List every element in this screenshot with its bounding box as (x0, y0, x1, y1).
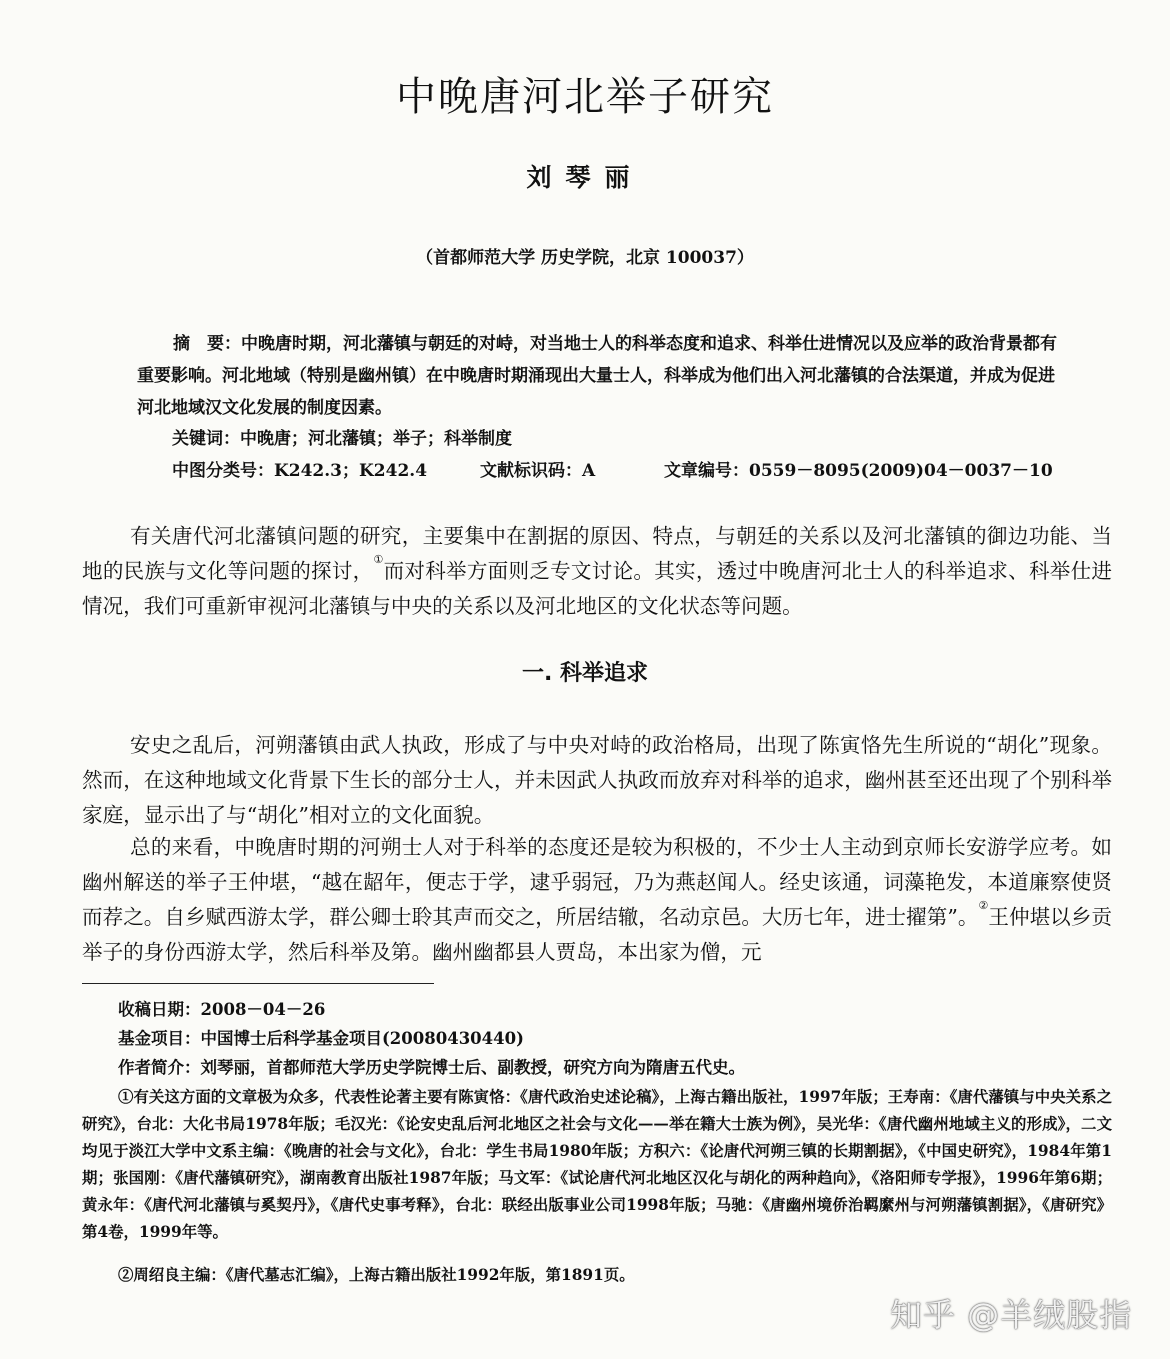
article-number (664, 456, 1053, 481)
fund-value: 中国博士后科学基金项目(20080430440) (200, 1029, 524, 1048)
received-label: 收稿日期： (118, 1000, 201, 1019)
fund-label: 基金项目： (118, 1029, 201, 1048)
intro-paragraph (82, 519, 1112, 624)
intro-text-a: 有关唐代河北藩镇问题的研究，主要集中在割据的原因、特点，与朝廷的关系以及河北藩镇的御边功能、当地的民族与文化等问题的探讨， (82, 524, 1112, 583)
received-value: 2008－04－26 (200, 1000, 326, 1019)
author-name: 刘琴丽 (526, 163, 644, 192)
body-paragraph-2-text-a: 总的来看，中晚唐时期的河朔士人对于科举的态度还是较为积极的，不少士人主动到京师长安游学应考。如幽州解送的举子王仲堪，“越在龆年，便志于学，逮乎弱冠，乃为燕赵闻人。经史该通，词藻艳发，本道廉察使贤而荐之。自乡赋西游太学，群公卿士聆其声而交之，所居结辙，名动京邑。大历七年，进士擢第”。 (82, 835, 1112, 929)
section-heading: 一. 科举追求 (521, 661, 649, 686)
classification-number (172, 456, 427, 481)
keywords-label: 关键词： (172, 429, 240, 449)
abstract (137, 328, 1062, 424)
zhihu-watermark: 知乎 @羊绒股指 (890, 1296, 1133, 1334)
document-code (480, 456, 595, 481)
abstract-text: 中晚唐时期，河北藩镇与朝廷的对峙，对当地士人的科举态度和追求、科举仕进情况以及应举的政治背景都有重要影响。河北地域（特别是幽州镇）在中晚唐时期涌现出大量士人，科举成为他们出入河北藩镇的合法渠道，并成为促进河北地域汉文化发展的制度因素。 (137, 334, 1057, 418)
footnote-2: ②周绍良主编：《唐代墓志汇编》，上海古籍出版社1992年版，第1891页。 (118, 1266, 635, 1284)
doc-value: A (582, 461, 596, 481)
abstract-label: 摘 要： (173, 334, 241, 354)
footnote-ref-1[interactable]: ① (373, 553, 384, 566)
keywords (172, 424, 512, 449)
author-bio-value: 刘琴丽，首都师范大学历史学院博士后、副教授，研究方向为隋唐五代史。 (200, 1058, 745, 1077)
article-value: 0559－8095(2009)04－0037－10 (749, 461, 1053, 481)
fund-project (118, 1025, 524, 1049)
doc-label: 文献标识码： (480, 461, 582, 481)
author-affiliation: （首都师范大学 历史学院，北京 100037） (416, 248, 754, 268)
intro-text-b: 而对科举方面则乏专文讨论。其实，透过中晚唐河北士人的科举追求、科举仕进情况，我们可重新审视河北藩镇与中央的关系以及河北地区的文化状态等问题。 (82, 559, 1112, 618)
cls-label: 中图分类号： (172, 461, 274, 481)
article-label: 文章编号： (664, 461, 749, 481)
body-paragraph-2-text-b: 王仲堪以乡贡举子的身份西游太学，然后科举及第。幽州幽都县人贾岛，本出家为僧，元 (82, 905, 1112, 964)
keywords-text: 中晚唐；河北藩镇；举子；科举制度 (240, 429, 512, 449)
cls-value: K242.3；K242.4 (274, 461, 428, 481)
received-date (118, 996, 325, 1020)
footnote-ref-2[interactable]: ② (978, 899, 989, 912)
body-paragraph-2 (82, 830, 1112, 970)
body-paragraph-1: 安史之乱后，河朔藩镇由武人执政，形成了与中央对峙的政治格局，出现了陈寅恪先生所说的“胡化”现象。然而，在这种地域文化背景下生长的部分士人，并未因武人执政而放弃对科举的追求，幽州甚至还出现了个别科举家庭，显示出了与“胡化”相对立的文化面貌。 (82, 733, 1112, 827)
article-title: 中晚唐河北举子研究 (396, 73, 774, 120)
footnote-1: ①有关这方面的文章极为众多，代表性论著主要有陈寅恪：《唐代政治史述论稿》，上海古籍出版社，1997年版；王寿南：《唐代藩镇与中央关系之研究》，台北：大化书局1978年版；毛汉光：《论安史乱后河北地区之社会与文化——举在籍大士族为例》，吴光华：《唐代幽州地域主义的形成》，二文均见于淡江大学中文系主编：《晚唐的社会与文化》，台北：学生书局1980年版；方积六：《论唐代河朔三镇的长期割据》，《中国史研究》，1984年第1期；张国刚：《唐代藩镇研究》，湖南教育出版社1987年版；马文军：《试论唐代河北地区汉化与胡化的两种趋向》，《洛阳师专学报》，1996年第6期；黄永年：《唐代河北藩镇与奚契丹》，《唐代史事考释》，台北：联经出版事业公司1998年版；马驰：《唐幽州境侨治羁縻州与河朔藩镇割据》，《唐研究》第4卷，1999年等。 (82, 1088, 1112, 1241)
author-bio-label: 作者简介： (118, 1058, 201, 1077)
author-bio (118, 1054, 745, 1078)
footnote-divider (82, 983, 434, 984)
